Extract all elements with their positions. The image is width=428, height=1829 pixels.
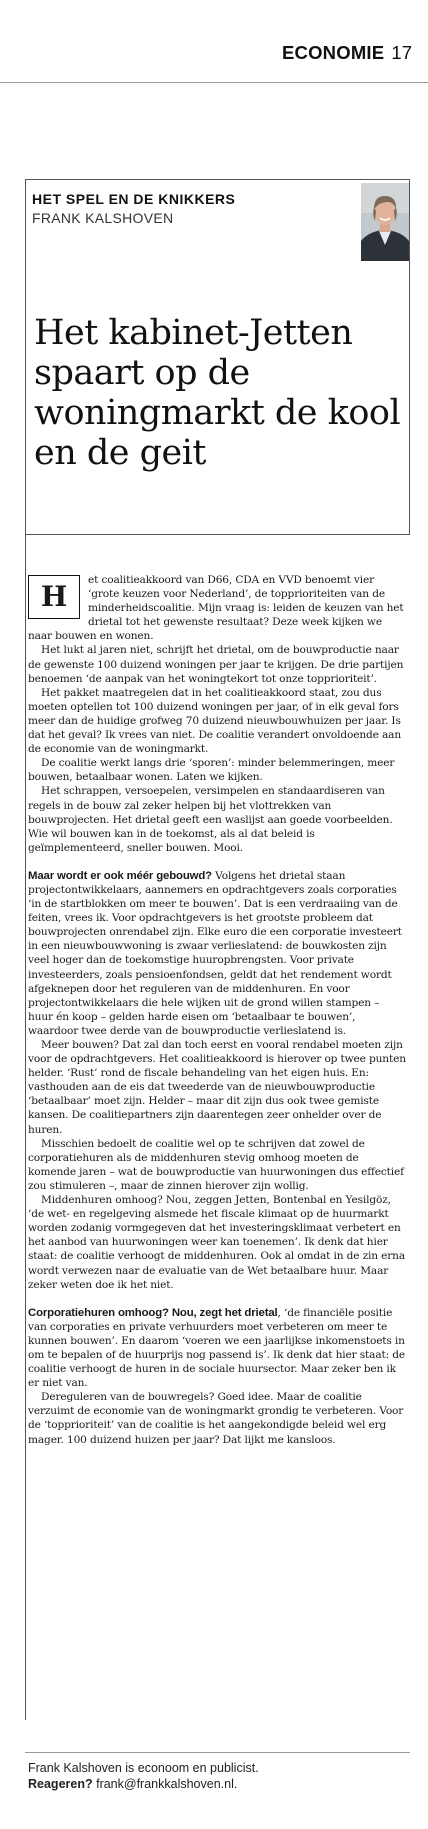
paragraph-kicker: Corporatiehuren omhoog? Nou, zegt het drietal: [28, 1306, 278, 1319]
author-bio: Frank Kalshoven is econoom en publicist.: [28, 1761, 259, 1775]
author-portrait-image: [361, 183, 409, 261]
paragraph-kicker: Maar wordt er ook méér gebouwd?: [28, 869, 212, 882]
column-title: HET SPEL EN DE KNIKKERS: [32, 191, 236, 207]
email-link[interactable]: frank@frankkalshoven.nl.: [96, 1777, 238, 1791]
paragraph: Het schrappen, versoepelen, versimpelen en standaardiseren van regels in de bouw zal zeker helpen bij het vlottrekken van bouwprojecten. Het drietal geeft een waslijst aan goede voorbeelden. Wie wil bouwen kan in de toekomst, als al dat beleid is geïmplementeerd, sneller bouwen. Mooi.: [28, 785, 393, 854]
column-frame-top: [25, 179, 410, 180]
headline-divider: [25, 534, 410, 535]
article-body: [28, 573, 406, 1447]
author-byline: FRANK KALSHOVEN: [32, 210, 174, 226]
paragraph: De coalitie werkt langs drie ‘sporen’: minder belemmeringen, meer bouwen, betaalbaar wonen. Laten we kijken.: [28, 757, 395, 784]
page-number: 17: [391, 42, 412, 63]
author-photo: [361, 183, 409, 261]
author-footer: [28, 1760, 259, 1792]
paragraph: Middenhuren omhoog? Nou, zeggen Jetten, Bontenbal en Yesilgöz, ‘de wet- en regelgeving alsmede het fiscale klimaat op de huurmarkt worden zodanig vormgegeven dat het investeringsklimaat verbetert en het aanbod van huurwoningen weer kan toenemen’. Ik denk dat hier staat: de coalitie verhoogt de middenhuren. Ook al omdat in de zin erna wordt verwezen naar de evaluatie van de Wet betaalbare huur. Maar zeker weten doe ik het niet.: [28, 1194, 406, 1291]
paragraph: Het pakket maatregelen dat in het coalitieakkoord staat, zou dus moeten optellen tot 100 duizend woningen per jaar, of in elk geval fors meer dan de huidige grofweg 70 duizend nieuwbouwhuizen per jaar. Is dat het geval? Ik vrees van niet. De coalitie verandert onvoldoende aan de economie van de woningmarkt.: [28, 686, 401, 756]
drop-cap-letter: H: [40, 580, 68, 613]
drop-cap: [28, 575, 80, 619]
react-label: Reageren?: [28, 1777, 93, 1791]
paragraph: et coalitieakkoord van D66, CDA en VVD benoemt vier ‘grote keuzen voor Nederland’, de topprioriteiten van de minderheidscoalitie. Mijn vraag is: leiden de keuzen van het drietal tot het gewenste resultaat? Deze week kijken we naar bouwen en wonen.: [28, 574, 404, 643]
paragraph: Het lukt al jaren niet, schrijft het drietal, om de bouwproductie naar de gewenste 100 duizend woningen per jaar te krijgen. De drie partijen benoemen ‘de aanpak van het woningtekort tot onze topprioriteit’.: [28, 644, 404, 685]
section-name: ECONOMIE: [281, 42, 385, 63]
header-divider: [0, 82, 428, 83]
paragraph-text: , ‘de financiële positie van corporaties en private verhuurders moet verbeteren om meer te kunnen bouwen’. En daarom ‘voeren we een jaarlijkse inkomenstoets in om te bepalen of de huurprijs nog passend is’. Ik denk dat hier staat: de coalitie verhoogt de huren in de sociale huursector. Maar zeker ben ik er niet van.: [28, 1306, 405, 1390]
article-headline: Het kabinet-Jetten spaart op de woningmarkt de kool en de geit: [34, 313, 401, 474]
contact-line: [28, 1776, 259, 1792]
paragraph: [28, 869, 406, 1038]
footer-divider: [25, 1752, 410, 1753]
paragraph: Dereguleren van de bouwregels? Goed idee. Maar de coalitie verzuimt de economie van de woningmarkt grondig te verbeteren. Voor de ‘topprioriteit’ van de coalitie is het aangekondigde beleid wel erg mager. 100 duizend huizen per jaar? Dat lijkt me kansloos.: [28, 1391, 404, 1446]
paragraph-text: Volgens het drietal staan projectontwikkelaars, aannemers en opdrachtgevers zoals corporaties ‘in de startblokken om meer te bouwen’. Dat is een verdraaiing van de feiten, vrees ik. Voor opdrachtgevers is het grootste probleem dat bouwprojecten onrendabel zijn. Elke euro die een corporatie investeert in een nieuwbouwwoning is zwaar verlieslatend: de bouwkosten zijn veel hoger dan de toekomstige huuropbrengsten. Voor private investeerders, zoals pensioenfondsen, geldt dat het rendement wordt afgeknepen door het reguleren van de middenhuren. En voor projectontwikkelaars die hele wijken uit de grond willen stampen – huur én koop – gelden harde eisen om ‘betaalbaar te bouwen’, waardoor twee derde van de bouwproductie verlieslatend is.: [28, 869, 402, 1037]
paragraph: [28, 1306, 406, 1391]
column-frame-right: [409, 179, 410, 535]
paragraph: Meer bouwen? Dat zal dan toch eerst en vooral rendabel moeten zijn voor de opdrachtgevers. Het coalitieakkoord is hierover op twee punten helder. ‘Rust’ rond de fiscale behandeling van het eigen huis. En: vasthouden aan de eis dat tweederde van de nieuwbouwproductie ‘betaalbaar’ moet zijn. Helder – maar dit zijn dus ook twee gemiste kansen. De coalitiepartners zijn daarentegen zeer onhelder over de huren.: [28, 1039, 406, 1136]
column-frame-left: [25, 179, 26, 1720]
paragraph: Misschien bedoelt de coalitie wel op te schrijven dat zowel de corporatiehuren als de middenhuren stevig omhoog moeten de komende jaren – wat de bouwproductie van huurwoningen dus effectief zou stimuleren –, maar de zinnen hierover zijn wollig.: [28, 1137, 404, 1192]
section-header: [0, 42, 412, 80]
